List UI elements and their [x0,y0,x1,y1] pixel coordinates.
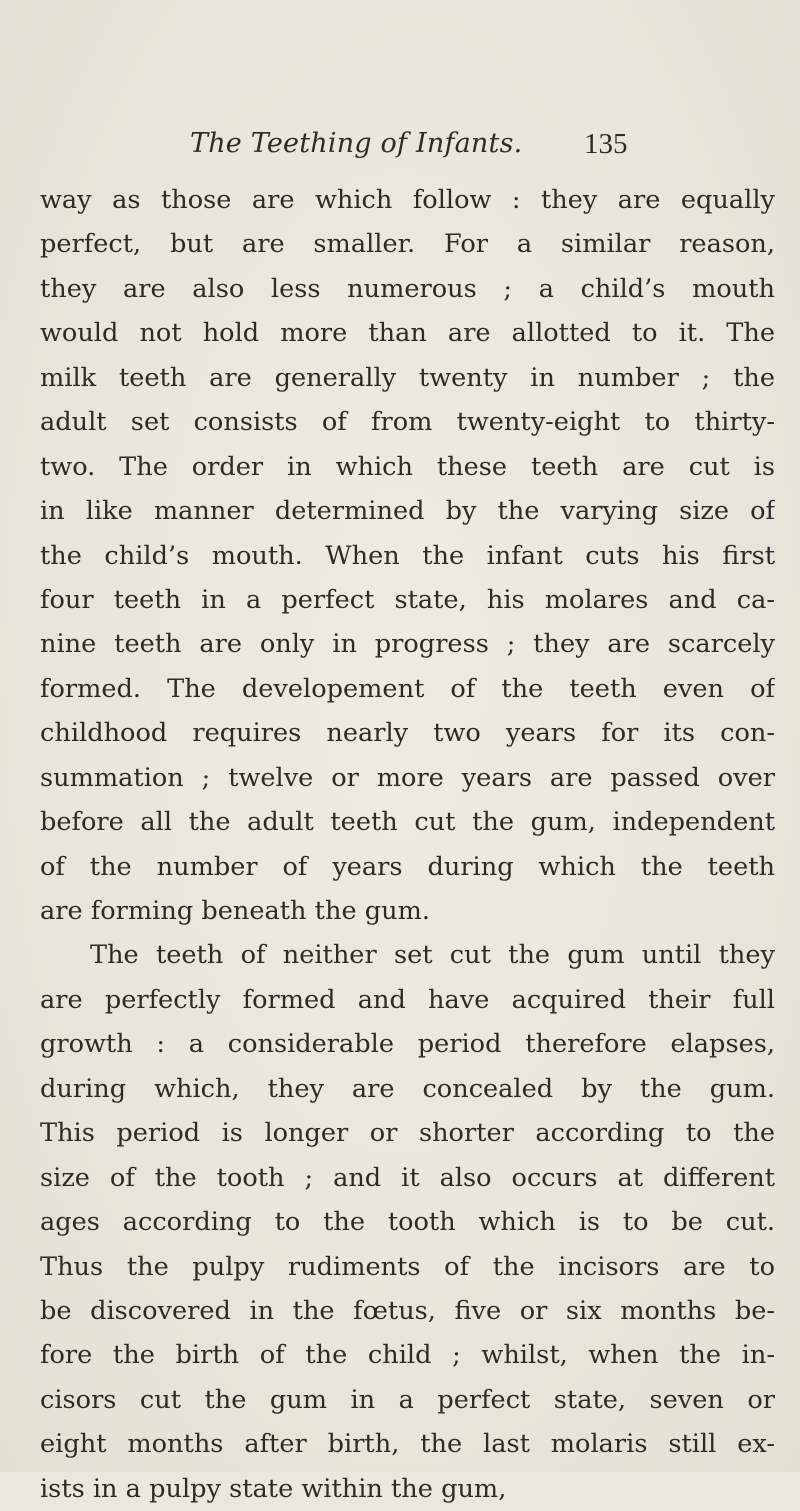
text-line: perfect, but are smaller. For a similar reason, [40,229,775,260]
text-line: in like manner determined by the varying size of [40,496,775,527]
text-line: way as those are which follow : they are equally [40,185,775,215]
text-line: growth : a considerable period therefore elapses, [40,1029,775,1060]
body-text [40,178,775,1511]
text-line: before all the adult teeth cut the gum, independent [40,807,775,838]
text-line: This period is longer or shorter according to the [40,1118,775,1149]
text-line: during which, they are concealed by the gum. [40,1073,775,1104]
text-line: ists in a pulpy state within the gum, [40,1473,507,1504]
text-line: the child’s mouth. When the infant cuts his first [40,540,775,571]
text-line: eight months after birth, the last molaris still ex- [40,1429,775,1460]
paragraph-start-line: The teeth of neither set cut the gum until they [90,940,775,971]
text-line: adult set consists of from twenty-eight to thirty- [40,407,775,438]
text-line: would not hold more than are allotted to it. The [40,318,775,349]
text-line: Thus the pulpy rudiments of the incisors are to [40,1251,775,1282]
text-line: summation ; twelve or more years are passed over [40,762,775,793]
running-title: The Teething of Infants. [190,128,523,159]
text-line: milk teeth are generally twenty in number ; the [40,362,775,393]
page-number: 135 [584,128,628,160]
text-line: ages according to the tooth which is to be cut. [40,1207,775,1238]
text-line: fore the birth of the child ; whilst, when the in- [40,1340,775,1371]
text-line: formed. The developement of the teeth even of [40,673,775,704]
text-line: of the number of years during which the teeth [40,851,775,882]
text-line: size of the tooth ; and it also occurs at different [40,1162,775,1193]
text-line: are perfectly formed and have acquired their full [40,984,775,1015]
text-line: childhood requires nearly two years for its con- [40,718,775,749]
text-line: they are also less numerous ; a child’s mouth [40,273,775,304]
text-line: be discovered in the fœtus, five or six months be- [40,1295,775,1326]
text-line: two. The order in which these teeth are cut is [40,451,775,482]
page-header [0,128,800,178]
text-line: four teeth in a perfect state, his molares and ca- [40,584,775,615]
text-line: cisors cut the gum in a perfect state, seven or [40,1384,775,1415]
paragraph-end-line: are forming beneath the gum. [40,896,430,926]
text-line: nine teeth are only in progress ; they are scarcely [40,629,775,660]
